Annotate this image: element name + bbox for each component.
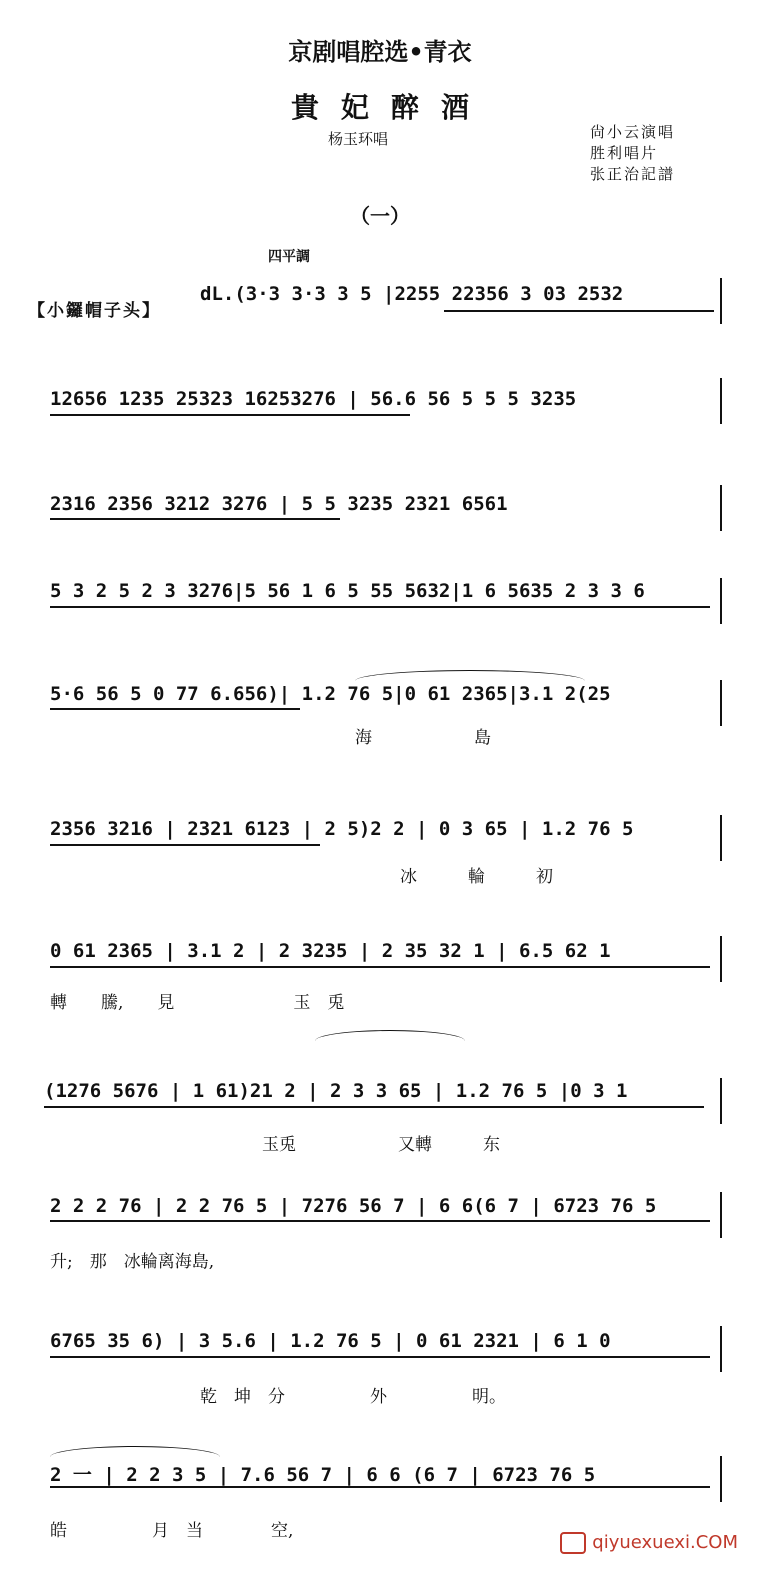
beam-line: [50, 1356, 710, 1358]
score-row: [0, 580, 760, 640]
slur: [315, 1030, 465, 1041]
row-notes: 2 一 | 2 2 3 5 | 7.6 56 7 | 6 6 (6 7 | 6723 76 5: [50, 1464, 596, 1486]
row-notes: (1276 5676 | 1 61)21 2 | 2 3 3 65 | 1.2 76 5 |0 3 1: [44, 1080, 628, 1102]
beam-line: [50, 518, 340, 520]
row-lyrics: 玉兎 又轉 东: [262, 1135, 500, 1155]
row-lyrics: 轉 騰, 見 玉 兎: [50, 993, 345, 1013]
credit-transcriber: 张正治記譜: [590, 165, 676, 183]
beam-line: [50, 966, 710, 968]
site-watermark: [560, 1532, 738, 1554]
beam-line: [50, 414, 410, 416]
intro-label: 【小鑼帽子头】: [28, 301, 161, 321]
row-lyrics: 海 島: [355, 728, 491, 748]
score-row: [0, 388, 760, 448]
row-notes: dL.(3·3 3·3 3 5 |2255 22356 3 03 2532: [200, 283, 624, 305]
bar-line: [720, 680, 722, 726]
score-row: [0, 940, 760, 1013]
row-notes: 2356 3216 | 2321 6123 | 2 5)2 2 | 0 3 65 | 1.2 76 5: [50, 818, 634, 840]
series-title: 京剧唱腔选•青衣: [288, 38, 472, 66]
tune-mode: 四平調: [268, 249, 310, 265]
bar-line: [720, 378, 722, 424]
row-lyrics: 升; 那 冰輪离海島,: [50, 1252, 215, 1272]
beam-line: [44, 1106, 704, 1108]
section-number: （一）: [350, 204, 410, 228]
score-row: [0, 1460, 760, 1541]
role-singer: 杨玉环唱: [328, 130, 389, 148]
row-notes: 5 3 2 5 2 3 3276|5 56 1 6 5 55 5632|1 6 5635 2 3 3 6: [50, 580, 645, 602]
row-notes: 0 61 2365 | 3.1 2 | 2 3235 | 2 35 32 1 | 6.5 62 1: [50, 940, 611, 962]
watermark-logo-icon: [560, 1532, 586, 1554]
beam-line: [50, 844, 320, 846]
score-row: [0, 1195, 760, 1272]
bar-line: [720, 278, 722, 324]
score-row: [0, 1080, 760, 1155]
slur: [355, 670, 585, 681]
row-notes: 6765 35 6) | 3 5.6 | 1.2 76 5 | 0 61 2321 | 6 1 0: [50, 1330, 611, 1352]
bar-line: [720, 1326, 722, 1372]
bar-line: [720, 1456, 722, 1502]
bar-line: [720, 485, 722, 531]
bar-line: [720, 1078, 722, 1124]
row-notes: 12656 1235 25323 16253276 | 56.6 56 5 5 5 3235: [50, 388, 577, 410]
row-lyrics: 冰 輪 初: [400, 867, 553, 887]
row-notes: 2316 2356 3212 3276 | 5 5 3235 2321 6561: [50, 493, 508, 515]
beam-line: [50, 606, 710, 608]
bar-line: [720, 1192, 722, 1238]
beam-line: [444, 310, 714, 312]
row-lyrics: 乾 坤 分 外 明。: [200, 1387, 506, 1407]
piece-title: 貴妃醉酒: [290, 91, 491, 124]
bar-line: [720, 815, 722, 861]
beam-line: [50, 708, 300, 710]
beam-line: [50, 1220, 710, 1222]
credit-record: 胜利唱片: [590, 144, 659, 162]
beam-line: [50, 1486, 710, 1488]
watermark-text: qiyuexuexi.COM: [592, 1532, 738, 1553]
credit-performer: 尙小云演唱: [590, 123, 676, 141]
bar-line: [720, 936, 722, 982]
credits: [590, 122, 675, 185]
bar-line: [720, 578, 722, 624]
row-notes: 2 2 2 76 | 2 2 76 5 | 7276 56 7 | 6 6(6 7 | 6723 76 5: [50, 1195, 657, 1217]
row-notes: 5·6 56 5 0 77 6.656)| 1.2 76 5|0 61 2365|3.1 2(25: [50, 683, 611, 705]
score-row: [0, 1330, 760, 1407]
score-row: [0, 818, 760, 887]
score-row: [0, 283, 760, 343]
score-row: [0, 683, 760, 748]
slur: [50, 1446, 220, 1457]
row-lyrics: 皓 月 当 空,: [50, 1521, 294, 1541]
score-row: [0, 493, 760, 553]
